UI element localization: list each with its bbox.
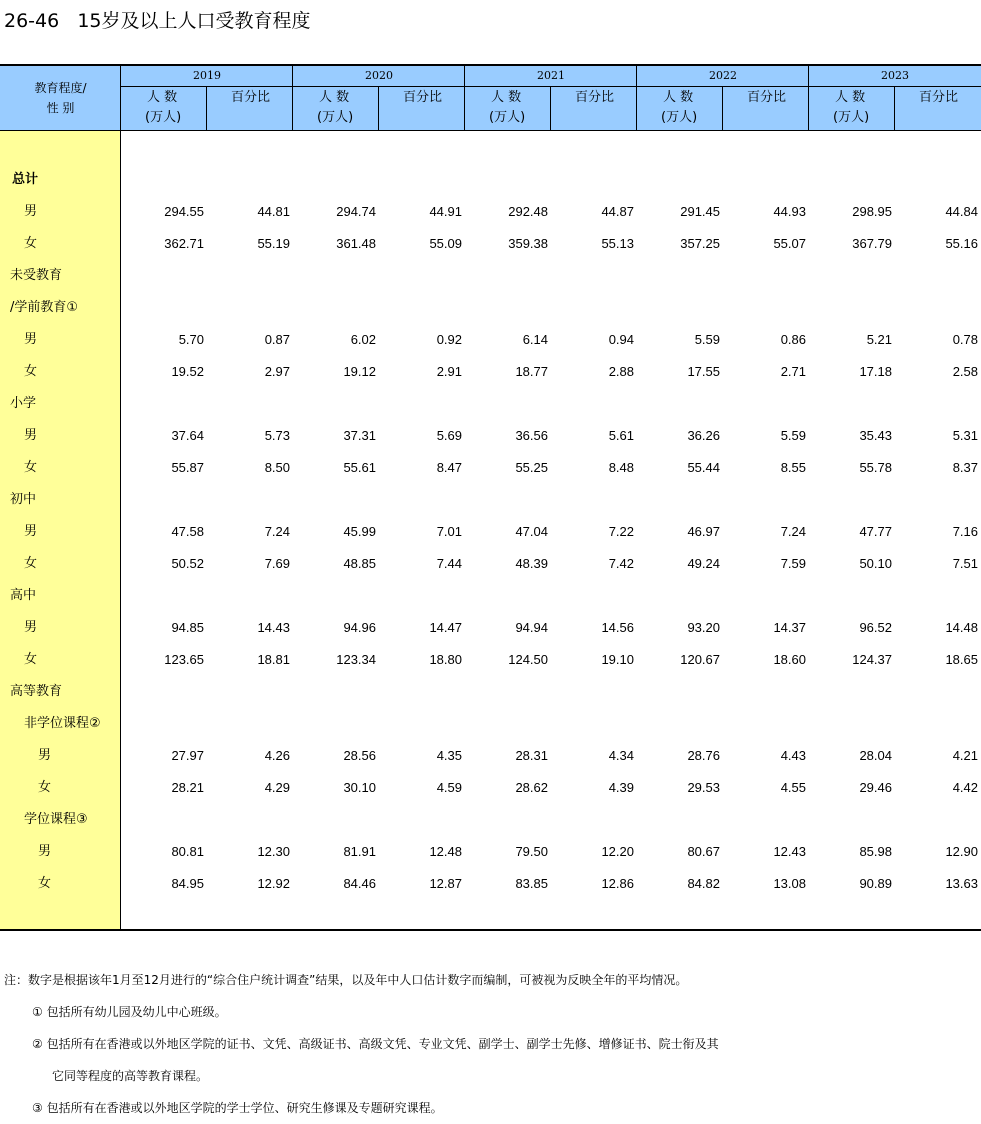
- persons-header: [147, 88, 181, 128]
- percent-cell: 0.94: [608, 332, 634, 347]
- corner-header-line1: 教育程度/: [34, 81, 87, 95]
- persons-cell: 84.82: [687, 876, 720, 891]
- percent-cell: 44.84: [945, 204, 978, 219]
- persons-cell: 47.04: [515, 524, 548, 539]
- persons-cell: 85.98: [859, 844, 892, 859]
- percent-cell: 18.65: [945, 652, 978, 667]
- table-row: [0, 516, 981, 548]
- percent-cell: 44.93: [773, 204, 806, 219]
- row-label: 女: [24, 652, 38, 667]
- persons-cell: 359.38: [508, 236, 548, 251]
- percent-header: 百分比: [575, 90, 615, 105]
- percent-cell: 5.31: [952, 428, 978, 443]
- persons-cell: 123.65: [164, 652, 204, 667]
- row-label: 女: [24, 460, 38, 475]
- table-row: [0, 868, 981, 900]
- persons-cell: 5.70: [178, 332, 204, 347]
- table-row: [0, 580, 981, 612]
- persons-cell: 94.85: [171, 620, 204, 635]
- persons-header: [663, 88, 697, 128]
- row-label: 初中: [10, 492, 37, 507]
- persons-cell: 292.48: [508, 204, 548, 219]
- percent-cell: 12.87: [429, 876, 462, 891]
- persons-cell: 28.76: [687, 748, 720, 763]
- top-rule: [0, 64, 981, 66]
- percent-cell: 0.92: [436, 332, 462, 347]
- persons-cell: 28.31: [515, 748, 548, 763]
- corner-header-line2: 性 别: [46, 101, 75, 115]
- row-label: 男: [38, 748, 52, 763]
- percent-cell: 7.42: [608, 556, 634, 571]
- persons-cell: 294.55: [164, 204, 204, 219]
- percent-cell: 4.39: [608, 780, 634, 795]
- persons-cell: 367.79: [852, 236, 892, 251]
- percent-cell: 12.48: [429, 844, 462, 859]
- row-label: 高等教育: [10, 684, 63, 699]
- persons-header-line2: (万人): [489, 110, 526, 125]
- persons-cell: 28.62: [515, 780, 548, 795]
- persons-header-line1: 人 数: [491, 90, 522, 105]
- persons-cell: 50.52: [171, 556, 204, 571]
- persons-cell: 50.10: [859, 556, 892, 571]
- percent-cell: 55.19: [257, 236, 290, 251]
- table-row: [0, 740, 981, 772]
- percent-cell: 4.42: [952, 780, 978, 795]
- percent-cell: 7.24: [264, 524, 290, 539]
- percent-cell: 18.80: [429, 652, 462, 667]
- percent-cell: 4.26: [264, 748, 290, 763]
- table-row: [0, 836, 981, 868]
- table-row: [0, 676, 981, 708]
- percent-cell: 18.81: [257, 652, 290, 667]
- table-row: [0, 292, 981, 324]
- persons-cell: 37.31: [343, 428, 376, 443]
- percent-cell: 0.86: [780, 332, 806, 347]
- persons-cell: 6.14: [522, 332, 548, 347]
- percent-cell: 12.30: [257, 844, 290, 859]
- row-label: 男: [24, 428, 38, 443]
- persons-cell: 96.52: [859, 620, 892, 635]
- percent-header: 百分比: [919, 90, 959, 105]
- year-header: 2022: [709, 69, 737, 82]
- persons-cell: 47.77: [859, 524, 892, 539]
- note-line: ① 包括所有幼儿园及幼儿中心班级。: [32, 1005, 227, 1019]
- persons-cell: 94.94: [515, 620, 548, 635]
- percent-cell: 12.20: [601, 844, 634, 859]
- persons-cell: 45.99: [343, 524, 376, 539]
- persons-header-line1: 人 数: [147, 90, 178, 105]
- row-label: 总计: [12, 172, 39, 187]
- persons-cell: 55.25: [515, 460, 548, 475]
- note-line: ② 包括所有在香港或以外地区学院的证书、文凭、高级证书、高级文凭、专业文凭、副学士、副学士先修、增修证书、院士衔及其: [32, 1037, 719, 1051]
- percent-cell: 2.88: [608, 364, 634, 379]
- table-row: [0, 324, 981, 356]
- persons-cell: 28.56: [343, 748, 376, 763]
- year-header: 2019: [193, 69, 221, 82]
- persons-cell: 123.34: [336, 652, 376, 667]
- persons-header-line2: (万人): [661, 110, 698, 125]
- percent-cell: 55.16: [945, 236, 978, 251]
- percent-cell: 14.37: [773, 620, 806, 635]
- persons-cell: 27.97: [171, 748, 204, 763]
- percent-header: 百分比: [231, 90, 271, 105]
- percent-cell: 19.10: [601, 652, 634, 667]
- table-row: [0, 260, 981, 292]
- persons-header-line1: 人 数: [835, 90, 866, 105]
- percent-cell: 13.63: [945, 876, 978, 891]
- persons-cell: 294.74: [336, 204, 376, 219]
- header-underline: [0, 130, 981, 131]
- percent-cell: 13.08: [773, 876, 806, 891]
- persons-cell: 362.71: [164, 236, 204, 251]
- percent-cell: 7.16: [952, 524, 978, 539]
- row-label: 男: [24, 332, 38, 347]
- row-label: 女: [38, 780, 52, 795]
- persons-cell: 94.96: [343, 620, 376, 635]
- persons-cell: 291.45: [680, 204, 720, 219]
- persons-cell: 55.87: [171, 460, 204, 475]
- percent-cell: 4.59: [436, 780, 462, 795]
- persons-cell: 80.81: [171, 844, 204, 859]
- row-label: 女: [38, 876, 52, 891]
- persons-cell: 46.97: [687, 524, 720, 539]
- row-label: 学位课程③: [24, 812, 88, 827]
- table-row: [0, 708, 981, 740]
- percent-cell: 4.34: [608, 748, 634, 763]
- persons-cell: 30.10: [343, 780, 376, 795]
- persons-cell: 35.43: [859, 428, 892, 443]
- percent-cell: 0.87: [264, 332, 290, 347]
- table-row: [0, 772, 981, 804]
- percent-cell: 14.56: [601, 620, 634, 635]
- row-label: 男: [24, 204, 38, 219]
- table-row: [0, 484, 981, 516]
- persons-cell: 55.61: [343, 460, 376, 475]
- persons-cell: 19.12: [343, 364, 376, 379]
- row-label: 小学: [10, 396, 37, 411]
- percent-cell: 44.87: [601, 204, 634, 219]
- row-label: 高中: [10, 588, 37, 603]
- subcol-divider: [722, 86, 723, 130]
- percent-cell: 2.71: [780, 364, 806, 379]
- subcol-divider: [894, 86, 895, 130]
- percent-cell: 14.47: [429, 620, 462, 635]
- table-row: [0, 548, 981, 580]
- table-row: [0, 164, 981, 196]
- percent-cell: 44.81: [257, 204, 290, 219]
- percent-cell: 18.60: [773, 652, 806, 667]
- persons-header-line2: (万人): [833, 110, 870, 125]
- row-label: 女: [24, 556, 38, 571]
- percent-cell: 7.59: [780, 556, 806, 571]
- row-label: 未受教育: [10, 268, 63, 283]
- table-row: [0, 196, 981, 228]
- percent-cell: 12.90: [945, 844, 978, 859]
- year-header: 2020: [365, 69, 393, 82]
- table-row: [0, 644, 981, 676]
- persons-cell: 48.39: [515, 556, 548, 571]
- percent-cell: 12.92: [257, 876, 290, 891]
- percent-cell: 7.69: [264, 556, 290, 571]
- row-label: 男: [24, 620, 38, 635]
- percent-cell: 8.37: [952, 460, 978, 475]
- percent-cell: 4.21: [952, 748, 978, 763]
- persons-cell: 49.24: [687, 556, 720, 571]
- persons-cell: 29.53: [687, 780, 720, 795]
- subcol-divider: [378, 86, 379, 130]
- table-title: 26-46 15岁及以上人口受教育程度: [4, 10, 311, 32]
- persons-cell: 36.56: [515, 428, 548, 443]
- year-header: 2021: [537, 69, 565, 82]
- subcol-divider: [550, 86, 551, 130]
- percent-cell: 2.97: [264, 364, 290, 379]
- persons-cell: 29.46: [859, 780, 892, 795]
- percent-cell: 5.69: [436, 428, 462, 443]
- percent-header: 百分比: [403, 90, 443, 105]
- persons-cell: 37.64: [171, 428, 204, 443]
- table-row: [0, 612, 981, 644]
- percent-cell: 14.43: [257, 620, 290, 635]
- persons-cell: 47.58: [171, 524, 204, 539]
- persons-cell: 79.50: [515, 844, 548, 859]
- percent-cell: 55.09: [429, 236, 462, 251]
- bottom-rule: [0, 929, 981, 931]
- persons-header-line2: (万人): [145, 110, 182, 125]
- persons-cell: 28.21: [171, 780, 204, 795]
- persons-header-line1: 人 数: [663, 90, 694, 105]
- percent-cell: 4.35: [436, 748, 462, 763]
- percent-cell: 5.73: [264, 428, 290, 443]
- persons-cell: 36.26: [687, 428, 720, 443]
- persons-cell: 17.18: [859, 364, 892, 379]
- persons-cell: 19.52: [171, 364, 204, 379]
- persons-cell: 298.95: [852, 204, 892, 219]
- percent-cell: 4.43: [780, 748, 806, 763]
- row-label: 女: [24, 364, 38, 379]
- persons-cell: 84.46: [343, 876, 376, 891]
- note-line: ③ 包括所有在香港或以外地区学院的学士学位、研究生修课及专题研究课程。: [32, 1101, 443, 1115]
- persons-cell: 55.78: [859, 460, 892, 475]
- persons-cell: 84.95: [171, 876, 204, 891]
- persons-cell: 93.20: [687, 620, 720, 635]
- table-row: [0, 356, 981, 388]
- note-line: 它同等程度的高等教育课程。: [52, 1069, 209, 1083]
- percent-cell: 14.48: [945, 620, 978, 635]
- row-label: 非学位课程②: [24, 716, 101, 731]
- persons-cell: 6.02: [350, 332, 376, 347]
- percent-cell: 12.86: [601, 876, 634, 891]
- percent-cell: 55.13: [601, 236, 634, 251]
- percent-cell: 7.22: [608, 524, 634, 539]
- persons-cell: 5.21: [866, 332, 892, 347]
- persons-header-line1: 人 数: [319, 90, 350, 105]
- persons-cell: 120.67: [680, 652, 720, 667]
- percent-cell: 4.55: [780, 780, 806, 795]
- percent-cell: 2.91: [436, 364, 462, 379]
- persons-cell: 28.04: [859, 748, 892, 763]
- percent-header: 百分比: [747, 90, 787, 105]
- persons-cell: 48.85: [343, 556, 376, 571]
- table-row: [0, 804, 981, 836]
- percent-cell: 7.01: [436, 524, 462, 539]
- persons-header: [319, 88, 353, 128]
- subcol-divider: [206, 86, 207, 130]
- percent-cell: 0.78: [952, 332, 978, 347]
- table-row: [0, 388, 981, 420]
- persons-cell: 124.50: [508, 652, 548, 667]
- percent-cell: 8.48: [608, 460, 634, 475]
- percent-cell: 8.47: [436, 460, 462, 475]
- persons-cell: 55.44: [687, 460, 720, 475]
- row-label: /学前教育①: [10, 300, 79, 315]
- percent-cell: 44.91: [429, 204, 462, 219]
- table-row: [0, 228, 981, 260]
- row-label: 男: [24, 524, 38, 539]
- year-header: 2023: [881, 69, 909, 82]
- percent-cell: 12.43: [773, 844, 806, 859]
- persons-cell: 5.59: [694, 332, 720, 347]
- percent-cell: 7.51: [952, 556, 978, 571]
- percent-cell: 55.07: [773, 236, 806, 251]
- percent-cell: 7.44: [436, 556, 462, 571]
- percent-cell: 5.59: [780, 428, 806, 443]
- note-line: 注：数字是根据该年1月至12月进行的“综合住户统计调查”结果，以及年中人口估计数字而编制，可被视为反映全年的平均情况。: [4, 973, 688, 987]
- percent-cell: 4.29: [264, 780, 290, 795]
- persons-cell: 361.48: [336, 236, 376, 251]
- percent-cell: 8.50: [264, 460, 290, 475]
- persons-cell: 80.67: [687, 844, 720, 859]
- corner-header: [0, 78, 121, 118]
- persons-header: [491, 88, 525, 128]
- row-label: 女: [24, 236, 38, 251]
- percent-cell: 7.24: [780, 524, 806, 539]
- table-row: [0, 452, 981, 484]
- row-label: 男: [38, 844, 52, 859]
- persons-cell: 90.89: [859, 876, 892, 891]
- persons-cell: 17.55: [687, 364, 720, 379]
- table-row: [0, 420, 981, 452]
- percent-cell: 2.58: [952, 364, 978, 379]
- persons-cell: 357.25: [680, 236, 720, 251]
- persons-header: [835, 88, 869, 128]
- persons-cell: 83.85: [515, 876, 548, 891]
- percent-cell: 5.61: [608, 428, 634, 443]
- year-underline: [121, 86, 981, 87]
- persons-header-line2: (万人): [317, 110, 354, 125]
- persons-cell: 18.77: [515, 364, 548, 379]
- percent-cell: 8.55: [780, 460, 806, 475]
- persons-cell: 81.91: [343, 844, 376, 859]
- persons-cell: 124.37: [852, 652, 892, 667]
